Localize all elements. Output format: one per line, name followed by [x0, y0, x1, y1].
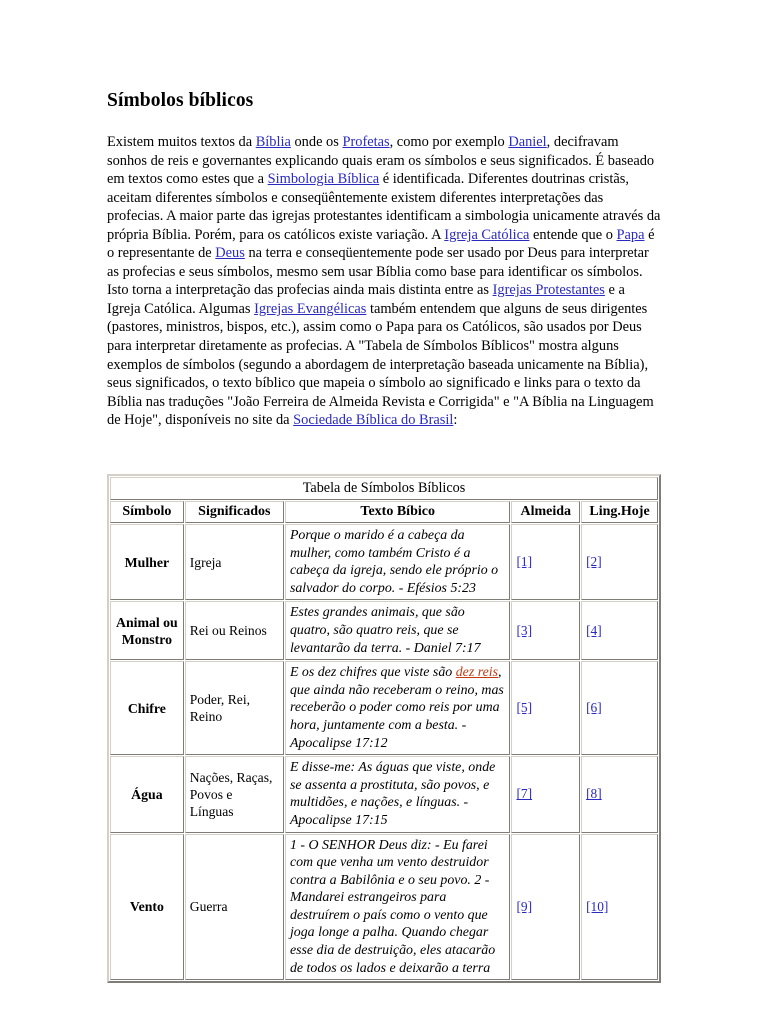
cell-symbol: Vento	[110, 834, 184, 981]
almeida-reference-link[interactable]: [9]	[516, 898, 533, 914]
cell-symbol: Mulher	[110, 524, 184, 600]
inline-link[interactable]: Igrejas Protestantes	[492, 282, 605, 299]
column-header-meanings: Significados	[185, 501, 284, 523]
cell-meaning: Guerra	[185, 834, 284, 981]
column-header-verse: Texto Bíbico	[285, 501, 511, 523]
cell-verse: Estes grandes animais, que são quatro, são quatro reis, que se levantarão da terra. - Daniel 7:17	[285, 601, 511, 660]
linghoje-reference-link[interactable]: [6]	[586, 700, 602, 716]
table-caption-row	[110, 477, 658, 500]
cell-verse: E disse-me: As águas que viste, onde se assenta a prostituta, são povos, e multidões, e nações, e línguas. - Apocalipse 17:15	[285, 756, 511, 832]
inline-link[interactable]: Simbologia Bíblica	[267, 171, 380, 188]
almeida-reference-link[interactable]: [7]	[516, 786, 533, 802]
cell-linghoje-ref	[581, 601, 658, 660]
cell-verse: E os dez chifres que viste são dez reis, que ainda não receberam o reino, mas receberão o poder como reis por uma hora, juntamente com a besta. - Apocalipse 17:12	[285, 661, 511, 755]
column-header-linghoje: Ling.Hoje	[581, 501, 658, 523]
cell-almeida-ref	[511, 661, 580, 755]
almeida-reference-link[interactable]: [1]	[516, 554, 533, 570]
column-header-almeida: Almeida	[511, 501, 580, 523]
cell-almeida-ref	[511, 524, 580, 600]
table-row	[110, 756, 658, 832]
table-row	[110, 834, 658, 981]
inline-link[interactable]: Igrejas Evangélicas	[254, 300, 367, 317]
biblical-symbols-table	[107, 474, 661, 983]
inline-link[interactable]: Bíblia	[255, 134, 291, 150]
cell-meaning: Rei ou Reinos	[185, 601, 284, 660]
table-body	[110, 477, 658, 980]
linghoje-reference-link[interactable]: [4]	[586, 622, 602, 638]
inline-link[interactable]: Igreja Católica	[444, 226, 530, 243]
inline-link[interactable]: Sociedade Bíblica do Brasil	[293, 412, 454, 429]
cell-linghoje-ref	[581, 756, 658, 832]
cell-linghoje-ref	[581, 834, 658, 981]
cell-symbol: Chifre	[110, 661, 184, 755]
cell-symbol: Água	[110, 756, 184, 832]
intro-paragraph: Existem muitos textos da Bíblia onde os Profetas, como por exemplo Daniel, decifravam sonhos de reis e governantes explicando quais eram os símbolos e seus significados. É baseado em textos como estes que a Simbologia Bíblica é identificada. Diferentes doutrinas cristãs, aceitam diferentes símbolos e conseqüêntemente existem diferentes interpretações das profecias. A maior parte das igrejas protestantes identificam a simbologia unicamente através da própria Bíblia. Porém, para os católicos existe variação. A Igreja Católica entende que o Papa é o representante de Deus na terra e conseqüentemente pode ser usado por Deus para interpretar as profecias e seus símbolos, mesmo sem usar Bíblia como base para identificar os símbolos. Isto torna a interpretação das profecias ainda mais distinta entre as Igrejas Protestantes e a Igreja Católica. Algumas Igrejas Evangélicas também entendem que alguns de seus dirigentes (pastores, ministros, bispos, etc.), assim como o Papa para os Católicos, são usados por Deus para interpretar diretamente as profecias. A "Tabela de Símbolos Bíblicos" mostra alguns exemplos de símbolos (segundo a abordagem de interpretação baseada unicamente na Bíblia), seus significados, o texto bíblico que mapeia o símbolo ao significado e links para o texto da Bíblia nas traduções "João Ferreira de Almeida Revista e Corrigida" e "A Bíblia na Linguagem de Hoje", disponíveis no site da Sociedade Bíblica do Brasil:	[107, 134, 661, 429]
inline-link[interactable]: Profetas	[342, 134, 390, 150]
cell-meaning: Nações, Raças, Povos e Línguas	[185, 756, 284, 832]
table-row	[110, 524, 658, 600]
almeida-reference-link[interactable]: [3]	[516, 622, 533, 638]
table-row	[110, 601, 658, 660]
cell-linghoje-ref	[581, 524, 658, 600]
cell-symbol: Animal ou Monstro	[110, 601, 184, 660]
table-caption: Tabela de Símbolos Bíblicos	[110, 477, 658, 500]
page-title: Símbolos bíblicos	[107, 90, 254, 111]
linghoje-reference-link[interactable]: [2]	[586, 554, 602, 570]
inline-link[interactable]: Daniel	[508, 134, 547, 150]
cell-verse: 1 - O SENHOR Deus diz: - Eu farei com que venha um vento destruidor contra a Babilônia e o seu povo. 2 - Mandarei estrangeiros para destruírem o país como o vento que joga longe a palha. Quando chegar esse dia de destruição, eles atacarão de todos os lados e deixarão a terra	[285, 834, 511, 981]
almeida-reference-link[interactable]: [5]	[516, 700, 533, 716]
cell-meaning: Igreja	[185, 524, 284, 600]
table-header-row	[110, 501, 658, 523]
column-header-symbol: Símbolo	[110, 501, 184, 523]
cell-meaning: Poder, Rei, Reino	[185, 661, 284, 755]
linghoje-reference-link[interactable]: [10]	[586, 898, 609, 914]
cell-linghoje-ref	[581, 661, 658, 755]
linghoje-reference-link[interactable]: [8]	[586, 786, 602, 802]
cell-almeida-ref	[511, 756, 580, 832]
inline-link[interactable]: dez reis	[455, 665, 499, 681]
cell-almeida-ref	[511, 601, 580, 660]
table-row	[110, 661, 658, 755]
inline-link[interactable]: Deus	[215, 245, 245, 262]
cell-verse: Porque o marido é a cabeça da mulher, como também Cristo é a cabeça da igreja, sendo ele próprio o salvador do corpo. - Efésios 5:23	[285, 524, 511, 600]
inline-link[interactable]: Papa	[616, 226, 645, 243]
cell-almeida-ref	[511, 834, 580, 981]
